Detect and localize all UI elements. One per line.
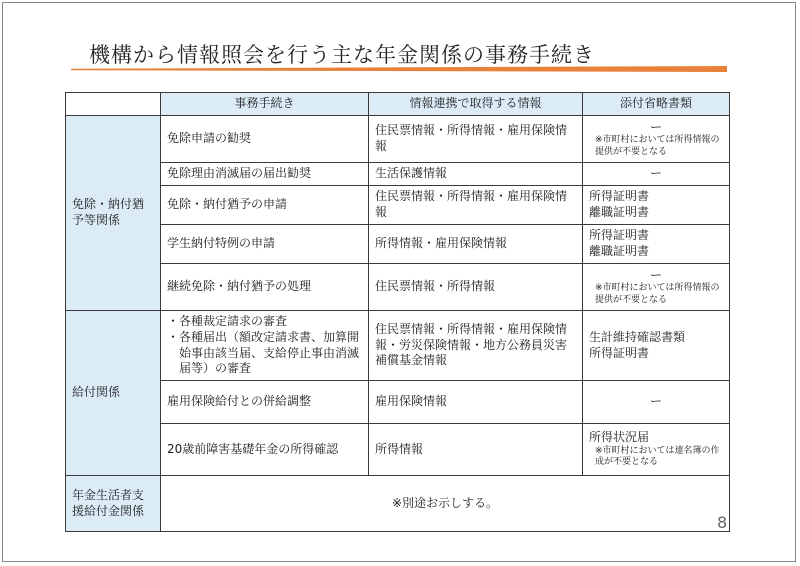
header-corner <box>66 93 161 116</box>
info-cell: 住民票情報・所得情報 <box>369 264 583 311</box>
info-cell: 住民票情報・所得情報・雇用保険情報 <box>369 116 583 163</box>
procedures-table <box>65 92 730 532</box>
procedure-cell: 免除・納付猶予の申請 <box>161 186 369 225</box>
separate-note-cell: ※別途お示しする。 <box>161 476 730 532</box>
doc-item: 所得証明書 <box>589 189 650 204</box>
header-docs: 添付省略書類 <box>583 93 730 116</box>
docs-cell <box>583 424 730 476</box>
procedure-bullets <box>167 314 362 376</box>
docs-cell <box>583 163 730 186</box>
docs-cell <box>583 225 730 264</box>
header-info: 情報連携で取得する情報 <box>369 93 583 116</box>
table-header-row <box>66 93 730 116</box>
doc-item: 生計維持確認書類 <box>589 329 686 344</box>
header-procedure: 事務手続き <box>161 93 369 116</box>
bullet-item: ・各種届出（額改定請求書、加算開始事由該当届、支給停止事由消滅届等）の審査 <box>167 329 360 376</box>
info-cell: 雇用保険情報 <box>369 381 583 424</box>
category-support-benefit: 年金生活者支援給付金関係 <box>66 476 161 532</box>
info-cell: 住民票情報・所得情報・雇用保険情報 <box>369 186 583 225</box>
table-row <box>66 225 730 264</box>
docs-cell <box>583 311 730 381</box>
dash-mark: ー <box>649 119 662 134</box>
doc-item: 所得証明書 <box>589 345 650 360</box>
table-row <box>66 264 730 311</box>
dash-mark: ー <box>649 267 662 282</box>
table-row <box>66 116 730 163</box>
info-cell: 生活保護情報 <box>369 163 583 186</box>
info-cell: 所得情報 <box>369 424 583 476</box>
bullet-item: ・各種裁定請求の審査 <box>167 314 288 329</box>
table-row <box>66 381 730 424</box>
procedure-cell: 継続免除・納付猶予の処理 <box>161 264 369 311</box>
doc-item: 所得証明書 <box>589 228 650 243</box>
doc-item: 離職証明書 <box>589 244 650 258</box>
docs-cell <box>583 264 730 311</box>
procedure-cell <box>161 311 369 381</box>
page-number: 8 <box>717 513 728 532</box>
info-cell: 住民票情報・所得情報・雇用保険情報・労災保険情報・地方公務員災害補償基金情報 <box>369 311 583 381</box>
table-row <box>66 424 730 476</box>
doc-item: 離職証明書 <box>589 205 650 219</box>
procedure-cell: 20歳前障害基礎年金の所得確認 <box>161 424 369 476</box>
dash-mark: ー <box>649 166 662 181</box>
table-row <box>66 476 730 532</box>
procedure-cell: 雇用保険給付との併給調整 <box>161 381 369 424</box>
docs-cell <box>583 186 730 225</box>
docs-note: ※市町村においては連名簿の作成が不要となる <box>595 445 720 468</box>
doc-item: 所得状況届 <box>589 430 650 445</box>
page-title: 機構から情報照会を行う主な年金関係の事務手続き <box>89 43 595 67</box>
table-row <box>66 186 730 225</box>
procedure-cell: 免除申請の勧奨 <box>161 116 369 163</box>
info-cell: 所得情報・雇用保険情報 <box>369 225 583 264</box>
category-benefits: 給付関係 <box>66 311 161 476</box>
category-exemption: 免除・納付猶予等関係 <box>66 116 161 311</box>
slide <box>2 2 796 562</box>
dash-mark: ー <box>649 394 662 409</box>
procedure-cell: 学生納付特例の申請 <box>161 225 369 264</box>
table-row <box>66 163 730 186</box>
procedure-cell: 免除理由消滅届の届出勧奨 <box>161 163 369 186</box>
docs-cell <box>583 381 730 424</box>
table-row <box>66 311 730 381</box>
docs-note: ※市町村においては所得情報の提供が不要となる <box>595 135 720 157</box>
docs-cell <box>583 116 730 163</box>
docs-note: ※市町村においては所得情報の提供が不要となる <box>595 283 720 305</box>
